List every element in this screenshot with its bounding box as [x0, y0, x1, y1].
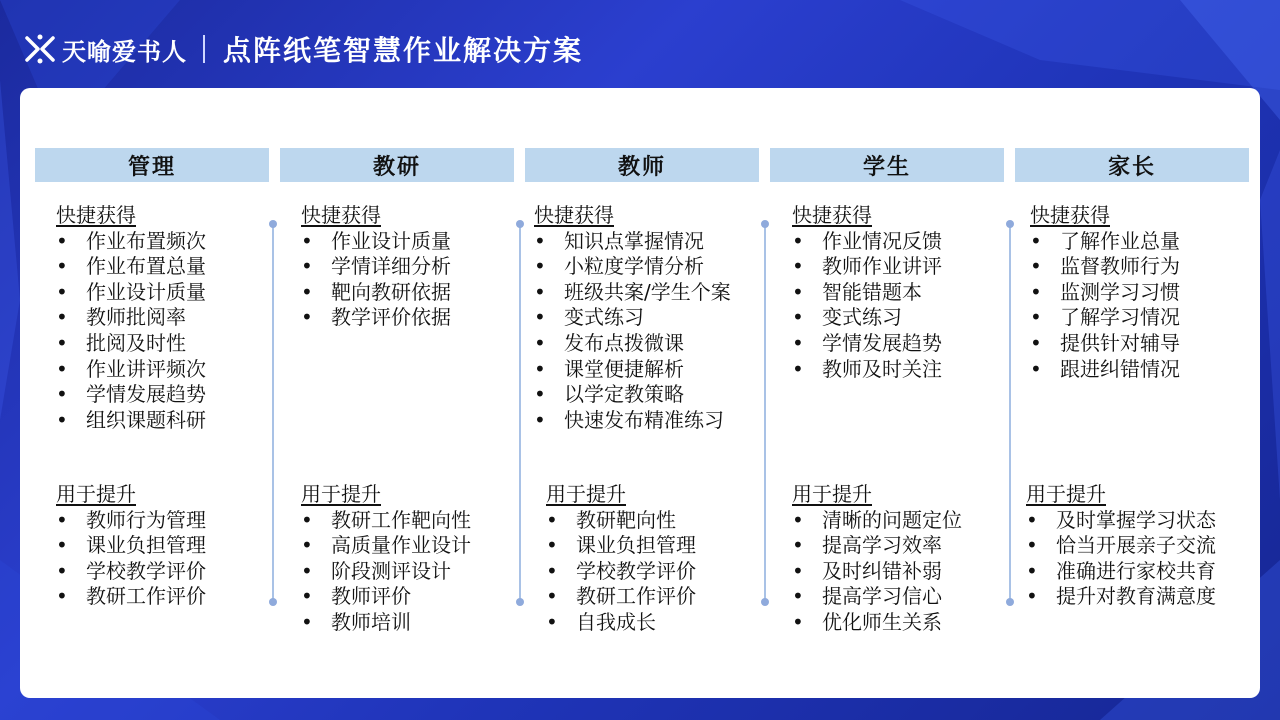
improve-section-parent: [1026, 482, 1252, 610]
list-item: • 靶向教研依据: [301, 280, 506, 306]
quick-list: [1030, 229, 1250, 383]
page-title: 点阵纸笔智慧作业解决方案: [223, 34, 584, 67]
separator-dot: [761, 598, 769, 606]
list-item: • 以学定教策略: [534, 382, 734, 408]
separator-dot: [761, 220, 769, 228]
list-item: • 作业情况反馈: [792, 229, 1002, 255]
improve-section-student: [792, 482, 1002, 636]
list-item: • 监督教师行为: [1030, 254, 1250, 280]
list-item: • 课业负担管理: [546, 533, 756, 559]
list-item: • 教研靶向性: [546, 508, 756, 534]
column-separator: [272, 224, 274, 604]
list-item: • 知识点掌握情况: [534, 229, 734, 255]
section-title: 快捷获得: [1030, 203, 1110, 227]
list-item: • 学校教学评价: [56, 559, 256, 585]
list-item: • 自我成长: [546, 610, 756, 636]
list-item: • 智能错题本: [792, 280, 1002, 306]
list-item: • 作业讲评频次: [56, 357, 256, 383]
list-item: • 提升对教育满意度: [1026, 584, 1252, 610]
list-item: • 教研工作评价: [56, 584, 256, 610]
section-title: 用于提升: [792, 482, 872, 506]
list-item: • 及时纠错补弱: [792, 559, 1002, 585]
list-item: • 作业设计质量: [56, 280, 256, 306]
separator-dot: [269, 598, 277, 606]
quick-section-student: [792, 203, 1002, 382]
list-item: • 高质量作业设计: [301, 533, 511, 559]
list-item: • 学情发展趋势: [56, 382, 256, 408]
list-item: • 教师行为管理: [56, 508, 256, 534]
improve-list: [792, 508, 1002, 636]
list-item: • 教师培训: [301, 610, 511, 636]
section-title: 用于提升: [56, 482, 136, 506]
list-item: • 及时掌握学习状态: [1026, 508, 1252, 534]
list-item: • 教师及时关注: [792, 357, 1002, 383]
quick-list: [56, 229, 256, 434]
separator-dot: [516, 598, 524, 606]
section-title: 用于提升: [546, 482, 626, 506]
quick-list: [301, 229, 506, 331]
list-item: • 发布点拨微课: [534, 331, 734, 357]
list-item: • 提高学习信心: [792, 584, 1002, 610]
column-header-research: 教研: [280, 148, 514, 182]
list-item: • 教研工作评价: [546, 584, 756, 610]
list-item: • 课业负担管理: [56, 533, 256, 559]
section-title: 用于提升: [301, 482, 381, 506]
improve-list: [546, 508, 756, 636]
header-divider: [203, 35, 205, 63]
list-item: • 阶段测评设计: [301, 559, 511, 585]
improve-section-research: [301, 482, 511, 636]
list-item: • 了解作业总量: [1030, 229, 1250, 255]
column-header-teacher: 教师: [525, 148, 759, 182]
improve-list: [301, 508, 511, 636]
quick-section-management: [56, 203, 256, 433]
list-item: • 学情详细分析: [301, 254, 506, 280]
list-item: • 优化师生关系: [792, 610, 1002, 636]
list-item: • 作业布置总量: [56, 254, 256, 280]
list-item: • 批阅及时性: [56, 331, 256, 357]
content-panel: [20, 88, 1260, 698]
list-item: • 快速发布精准练习: [534, 408, 734, 434]
quick-section-teacher: [534, 203, 734, 433]
quick-section-research: [301, 203, 506, 331]
improve-list: [1026, 508, 1252, 610]
improve-list: [56, 508, 256, 610]
list-item: • 作业设计质量: [301, 229, 506, 255]
list-item: • 提供针对辅导: [1030, 331, 1250, 357]
column-header-management: 管理: [35, 148, 269, 182]
list-item: • 作业布置频次: [56, 229, 256, 255]
quick-list: [792, 229, 1002, 383]
list-item: • 变式练习: [534, 305, 734, 331]
list-item: • 了解学习情况: [1030, 305, 1250, 331]
column-header-parent: 家长: [1015, 148, 1249, 182]
section-title: 快捷获得: [301, 203, 381, 227]
separator-dot: [1006, 598, 1014, 606]
list-item: • 教师评价: [301, 584, 511, 610]
list-item: • 教研工作靶向性: [301, 508, 511, 534]
list-item: • 恰当开展亲子交流: [1026, 533, 1252, 559]
section-title: 用于提升: [1026, 482, 1106, 506]
column-separator: [519, 224, 521, 604]
section-title: 快捷获得: [56, 203, 136, 227]
section-title: 快捷获得: [534, 203, 614, 227]
list-item: • 教师作业讲评: [792, 254, 1002, 280]
list-item: • 教师批阅率: [56, 305, 256, 331]
separator-dot: [1006, 220, 1014, 228]
quick-list: [534, 229, 734, 434]
list-item: • 提高学习效率: [792, 533, 1002, 559]
list-item: • 学校教学评价: [546, 559, 756, 585]
list-item: • 学情发展趋势: [792, 331, 1002, 357]
column-separator: [764, 224, 766, 604]
list-item: • 小粒度学情分析: [534, 254, 734, 280]
column-header-student: 学生: [770, 148, 1004, 182]
slide-header: [22, 26, 583, 72]
section-title: 快捷获得: [792, 203, 872, 227]
list-item: • 监测学习习惯: [1030, 280, 1250, 306]
logo-icon: [22, 31, 58, 67]
quick-section-parent: [1030, 203, 1250, 382]
list-item: • 跟进纠错情况: [1030, 357, 1250, 383]
list-item: • 组织课题科研: [56, 408, 256, 434]
list-item: • 课堂便捷解析: [534, 357, 734, 383]
improve-section-teacher: [546, 482, 756, 636]
separator-dot: [516, 220, 524, 228]
separator-dot: [269, 220, 277, 228]
list-item: • 变式练习: [792, 305, 1002, 331]
column-separator: [1009, 224, 1011, 604]
list-item: • 教学评价依据: [301, 305, 506, 331]
list-item: • 班级共案/学生个案: [534, 280, 734, 306]
list-item: • 清晰的问题定位: [792, 508, 1002, 534]
brand-name: 天喻爱书人: [62, 37, 187, 66]
list-item: • 准确进行家校共育: [1026, 559, 1252, 585]
improve-section-management: [56, 482, 256, 610]
